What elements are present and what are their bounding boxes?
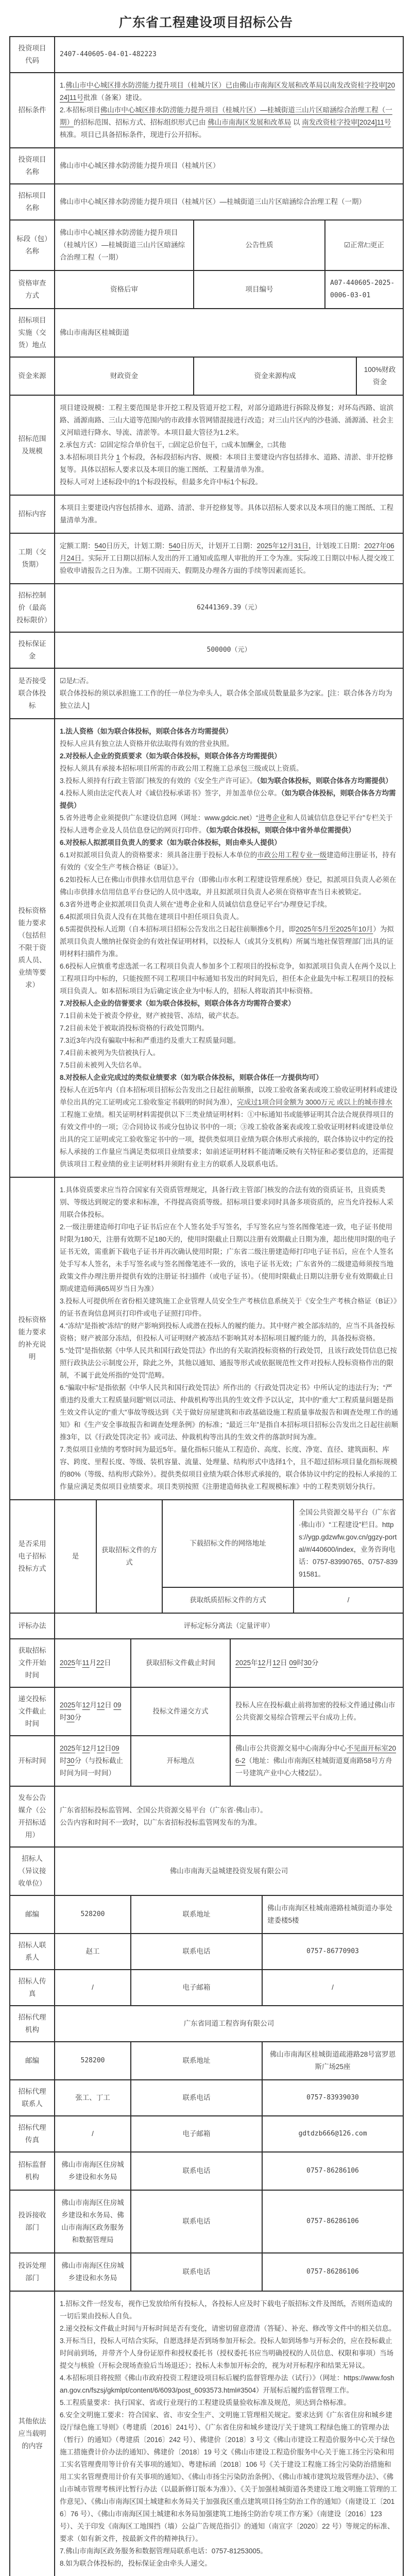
download-address-label: 下载招标文件的网络地址: [162, 1500, 294, 1587]
notice-nature-label: 公告性质: [194, 220, 325, 270]
row-price-ceiling: [10, 584, 403, 632]
row-agency-contact: [10, 2080, 403, 2116]
tenderer-label: 招标人（异议接收单位）: [10, 1847, 55, 1895]
complaint-receiving-label: 投诉接收部门: [10, 2190, 55, 2253]
bidder-qualification-text: 1.法人资格（如为联合体投标，则联合体各方均需提供） 投标人应具有独立法人资格并依法取得有效的营业执照。 2.对投标人企业的资质要求（如为联合体投标，则联合体各方均需提供） 投标人须具有承接本招标项目所需的市政公用工程施工总承包三级或以上资质。 3.投标人须持有行政主管部门核发的有效的《安全生产许可证》。（如为联合体投标，则联合体各方均需提供） 4.投标人须由法定代表人对《诚信投标承诺书》签字，并加盖单位公章。（如为联合体投标，则联合体各方均需提供） 5.省外进粤企业须提供广东建设信息网（网址：www.gdcic.net）“进粤企业和人员诚信信息登记平台”专栏关于投标人进粤企业及人员信息登记的网页打印件。（如为联合体投标，则联合体中省外单位需提供） 6.对投标人拟派项目负责人的要求（如为联合体投标，则由牵头人提供） 6.1对拟派项目负责人的资格要求：须具备注册于投标人本单位的市政公用工程专业一级建造师注册证书，持有有效的《安全生产考核合格证（B证）》。 6.2如投标人已在佛山市供排水信用信息平台（即佛山市水利工程建设管理系统）登记，拟派项目负责人必须在佛山市供排水信用信息平台登记的人员中选取，并且拟派项目负责人必须在资格审查当日未被锁定。 6.3省外进粤企业拟派项目负责人须在“进粤企业和人员诚信信息登记平台”办理登记手续。 6.4拟派项目负责人没有在其他在建项目中担任项目负责人。 6.5需提供投标人近期（自本招标项目招标公告发出之日起往前顺推6个月，即2025年5月至2025年10月）为拟派项目负责人缴纳社保资金的有效社保证明材料，以投标人（或其分支机构）所属当地社保管理部门出具的证明材料扫描件为准。 6.6投标人应慎重考虑选派一名工程项目负责人参加多个工程项目的投标竞争，如拟派项目负责人在两个及以上工程项目均中标的，只能按照不同工程项目中标通知书发出的时间先后，担任本企业最先中标工程项目的投标项目负责人。如本招标项目为后确定该企业为中标人的，招标人将取消其中标资格。 7.对投标人企业的信誉要求（如为联合体投标，则联合体各方均需符合要求） 7.1目前未处于被责令停业，财产被接管、冻结，破产状态。 7.2目前未处于被取消投标资格的行政处罚期内。 7.3近3年内没有骗取中标和严重违约及重大工程质量问题。 7.4目前未被列为失信被执行人。 7.5目前未被列入失信名单。 8.对投标人企业完成过的类似业绩要求（如为联合体投标，则联合体任一方提供均可） 投标人在近5年内（自本招标项目招标公告发出之日起往前顺推，以竣工验收备案表或竣工验收证明材料或建设单位出具的完工证明或完工验收鉴定书载明的时间为准），完成过1项合同金额为 3000万元 或以上的城市排水工程施工业绩。相关证明材料需提供以下三类业绩证明材料：①中标通知书或能够证明其合法合规获得项目的有效文件中的一项；②合同协议书或分包协议书中的一项；③竣工验收备案表或竣工验收证明材料或建设单位出具的完工证明或完工验收鉴定书中的一项，提供类似项目业绩为联合体形式承接的，联合体协议中约定的投标人承接的工作量应当满足类似项目业绩要求；如前述证明材料不能清晰反映有关特征和必要信息的，还需提供该项目工程业绩的业主证明材料并须附有业主方的联系人及联系电话。: [55, 719, 403, 1177]
complaint-handling-phone-value: 0757-86286106: [262, 2253, 403, 2291]
agency-postcode-value: 528200: [55, 2042, 131, 2080]
construction-period-text: 定额工期：540日历天，计划工期：540日历天，计划开工日期：2025年12月31日，计划竣工日期：2027年06月24日。实际开工日期以招标人发出的开工通知或监理人审批的开工令为准。实际竣工日期以中标人提交竣工验收申请报告之日为准。工期不因雨天、假期及办理各方面的手续等因素而延长。: [55, 533, 403, 584]
row-document-obtain-time: [10, 1639, 403, 1687]
tender-project-name-value: 佛山市中心城区排水防涝能力提升项目（桂城片区）—桂城街道三山片区暗涵综合治理工程（一期）: [55, 184, 403, 220]
qualification-review-value: 资格后审: [55, 270, 194, 309]
download-address-value: 全国公共资源交易平台（广东省·佛山市）“工程建设”栏目。https://ygp.gdzwfw.gov.cn/ggzy-portal/#/440600/index，业务咨询电话：0757-83990765、0757-83991581。: [294, 1500, 403, 1587]
tenderer-postcode-label: 邮编: [10, 1895, 55, 1934]
agency-email-value: gdtdzb666@126.com: [262, 2116, 403, 2152]
bid-bond-label: 投标保证金: [10, 632, 55, 668]
construction-period-label: 工期（交货期）: [10, 533, 55, 584]
row-bid-opening: [10, 1736, 403, 1786]
submission-method-label: 投标文件递交方式: [131, 1687, 230, 1736]
agency-phone-value: 0757-83939030: [262, 2080, 403, 2116]
agency-phone-label: 联系电话: [131, 2080, 262, 2116]
electronic-bidding-label: 是否采用电子招标投标方式: [10, 1500, 55, 1613]
agency-contact-label: 招标代理联系人: [10, 2080, 55, 2116]
tenderer-postcode-value: 528200: [55, 1895, 131, 1934]
row-electronic-bidding: [10, 1500, 403, 1587]
submission-deadline-label: 递交投标文件截止时间: [10, 1687, 55, 1736]
row-implementation-location: [10, 309, 403, 357]
agency-value: 广东省同道工程咨询有限公司: [55, 2006, 403, 2042]
qualification-supplement-text: 1.具体资质要求应当符合国家有关资质管理规定，具备行政主管部门核发的合法有效的资质证书，且资质类别、等级达到规定的要求和标准，不得提高资质等级。招标项目要求同时具备多项资质的，应当允许投标人采用联合体投标。 2.一级注册建造师打印电子证书后应在个人签名处手写签名，手写签名应与签名图像笔迹一致，电子证书使用时限为180天，注册有效期不足180天的，使用时限截止日期以注册有效期截止日期为准，超出使用时限的电子证书无效，需重新下载电子证书并再次确认使用时限；广东省二级注册建造师打印电子证书后，应在个人签名处手写本人签名，未手写签名或与签名图像笔迹不一致的，该电子证书无效；广东省外的二级建造师须按当地政策文件办理注册并提供有效的注册证书扫描件（或电子证书）。（使用时限截止日期以注册专业有效期截止日期或建造师满65周岁当日为准） 3.投标人可提供所在省份相关建筑施工企业管理人员安全生产考核信息系统关于《安全生产考核合格证（B证）》的证书查询信息网页打印件或电子证照打印件。 4.“冻结”是指被“冻结”的财产影响到投标人或潜在投标人的履约能力。其中财产被全部冻结的，应当不具备投标资格；财产被部分冻结，但投标人可证明财产被冻结不影响其对本招标项目履约能力的，具备投标资格。 5.“处罚”是指依据《中华人民共和国行政处罚法》作出的有关取消投标资格的行政处罚，且该行政处罚信息已按照行政执法公示制度公开，除此之外，其他以通知、通报等形式或依据规范性文件对投标人投标资格作出的限制，不属于此处所指的“处罚”范畴。 6.“骗取中标”是指依据《中华人民共和国行政处罚法》所作出的《行政处罚决定书》中所认定的违法行为；“严重违约及重大工程质量问题”则以司法、仲裁机构等出具的生效文件予以认定，其中的“重大”工程质量问题是指生效文件认定的“重大”事故等级达到《关于做好房屋建筑和市政基础设施工程质量事故报告和调查处理工作的通知》和《生产安全事故报告和调查处理条例》的标准；“最近三年”是指自本招标项目招标公告发出之日起往前顺推3年，以《行政处罚决定书》或司法、仲裁机构等出具的生效文件的落款时间为准。 7.类似项目业绩的考察时间为最近5年。量化指标只能从工程造价、高度、长度、净宽、直径、建筑面积、库容、跨度、里程长度、等级、装机容量、流量、处理量、结构形式中选择1个，且不超过招标项目量化指标规模的80%（等级、结构形式除外）。提供类似项目业绩为联合体形式承接的，联合体协议中约定的投标人承接的工作量应满足类似项目业绩要求。项目类别按照《注册建造师执业工程规模标准》中的工程类别划分执行。: [55, 1177, 403, 1500]
bid-opening-place-value: 佛山市公共资源交易中心南海分中心不见面开标室206-2（地址：佛山市南海区桂城街道夏南路58号方舟一号建筑产业中心大楼2层）。: [230, 1736, 403, 1786]
agency-label: 招标代理机构: [10, 2006, 55, 2042]
row-qualification-review: [10, 270, 403, 309]
other-content-label: 其他依法应当载明的内容: [10, 2291, 55, 2576]
obtain-deadline-value: 2025年12月12日 09时30分: [230, 1639, 403, 1687]
bid-bond-value: 500000（元）: [55, 632, 403, 668]
row-complaint-handling: [10, 2253, 403, 2291]
qualification-supplement-label: 投标资格能力要求的补充说明: [10, 1177, 55, 1500]
complaint-receiving-phone-value: 0757-86286106: [262, 2190, 403, 2253]
supervision-agency-label: 招标监督机构: [10, 2152, 55, 2190]
supervision-phone-value: 0757-86286106: [262, 2152, 403, 2190]
tenderer-phone-value: 0757-86770903: [262, 1934, 403, 1970]
row-evaluation-method: [10, 1613, 403, 1639]
row-tenderer-postcode: [10, 1895, 403, 1934]
evaluation-method-value: 评标定标分离法（定量评审）: [55, 1613, 403, 1639]
announcement-media-label: 发布公告媒介（公开招标适用）: [10, 1786, 55, 1847]
tenderer-contact-label: 招标人联系人: [10, 1934, 55, 1970]
scope-and-scale-label: 招标范围及规模: [10, 395, 55, 495]
row-submission-deadline: [10, 1687, 403, 1736]
row-supervision-agency: [10, 2152, 403, 2190]
tenderer-address-value: 佛山市南海区桂城南港路桂城街道办事处建委楼5楼: [262, 1895, 403, 1934]
row-tenderer: [10, 1847, 403, 1895]
tender-announcement-document: [9, 0, 403, 2576]
row-qualification-supplementary-notes: [10, 1177, 403, 1500]
supervision-agency-value: 佛山市南海区住房城乡建设和水务局: [55, 2152, 131, 2190]
consortium-bidding-label: 是否接受联合体投标: [10, 668, 55, 719]
page-title: 广东省工程建设项目招标公告: [118, 15, 293, 30]
document-obtain-method-label: 获取招标文件的方式: [96, 1500, 162, 1613]
tenderer-email-value: /: [262, 1970, 403, 2006]
investment-project-name-value: 佛山市中心城区排水防涝能力提升项目（桂城片区）: [55, 148, 403, 184]
row-scope-and-scale: [10, 395, 403, 495]
section-name-value: 佛山市中心城区排水防涝能力提升项目（桂城片区）—桂城街道三山片区暗涵综合治理工程（一期）: [55, 220, 194, 270]
funding-composition-value: 100%财政资金: [356, 357, 403, 395]
price-ceiling-label: 招标控制价（最高投标限价）: [10, 584, 55, 632]
row-investment-code: [10, 37, 403, 73]
funding-composition-label: 资金来源构成: [194, 357, 356, 395]
row-tender-conditions: [10, 73, 403, 148]
price-ceiling-value: 62441369.39（元）: [55, 584, 403, 632]
row-investment-project-name: [10, 148, 403, 184]
tenderer-phone-label: 联系电话: [131, 1934, 262, 1970]
qualification-review-label: 资格审查方式: [10, 270, 55, 309]
submission-method-value: 投标人应在投标截止前将加密的投标文件通过佛山市公共资源交易综合管理云平台成功上传。: [230, 1687, 403, 1736]
tenderer-address-label: 联系地址: [131, 1895, 262, 1934]
obtain-start-time-label: 获取招标文件开始时间: [10, 1639, 55, 1687]
bid-opening-place-label: 开标地点: [131, 1736, 230, 1786]
tenderer-value: 佛山市南海天益城建投资发展有限公司: [55, 1847, 403, 1895]
tender-content-label: 招标内容: [10, 495, 55, 533]
announcement-table: [9, 36, 404, 2576]
row-construction-period: [10, 533, 403, 584]
consortium-bidding-text: ☑是/□否。 联合体投标的须以承担施工工作的任一单位为牵头人，联合体全部成员数量最多为2家。[注：联合体各方均为独立法人]: [55, 668, 403, 719]
funding-source-value: 财政资金: [55, 357, 194, 395]
project-number-value: A07-440605-2025-0006-03-01: [325, 270, 403, 309]
row-agency: [10, 2006, 403, 2042]
investment-project-name-label: 投资项目名称: [10, 148, 55, 184]
row-agency-postcode: [10, 2042, 403, 2080]
row-announcement-media: [10, 1786, 403, 1847]
tender-conditions-text: 1.佛山市中心城区排水防涝能力提升项目（桂城片区）已由佛山市南海区发展和改革局以南发改资桂字投审[2024]11号批准（备案）建设。 2.本招标项目佛山市中心城区排水防涝能力提升项目（桂城片区）—桂城街道三山片区暗涵综合治理工程（一期）的招标范围、招标方式、招标组织形式已由 佛山市南海区发展和改革局 以 南发改资桂字投审[2024]11号 核准。项目已具备招标条件，现进行公开招标。: [55, 73, 403, 148]
bid-opening-time-label: 开标时间: [10, 1736, 55, 1786]
agency-address-value: 佛山市南海区桂城街道疏港路28号富罗恩斯广场25座: [262, 2042, 403, 2080]
agency-fax-value: /: [55, 2116, 131, 2152]
tender-project-name-label: 招标项目名称: [10, 184, 55, 220]
row-tenderer-fax: [10, 1970, 403, 2006]
obtain-start-time-value: 2025年11月22日: [55, 1639, 131, 1687]
complaint-receiving-value: 佛山市南海区住房城乡建设和水务局、佛山市南海区政务服务和数据管理局: [55, 2190, 131, 2253]
agency-address-label: 联系地址: [131, 2042, 262, 2080]
tenderer-contact-value: 赵工: [55, 1934, 131, 1970]
complaint-handling-value: 佛山市南海区住房城乡建设和水务局: [55, 2253, 131, 2291]
tender-conditions-label: 招标条件: [10, 73, 55, 148]
scope-and-scale-text: 项目建设规模：工程主要范围是非开挖工程及管道开挖工程，对部分道路进行拆除及修复；对环岛西路、谊滨路、涌源南路、三山大道等范围内的市政排水管网错混接进行改造；对三山片区内的沙巷涌、涌源涌、社会主义河暗进行降水、导流、清淤等。本项目最大管径为1.2米。 2.承包方式：☑固定综合单价包干，□固定总价包干，□成本加酬金，□其他 3.本招标项目共分 1 个标段，各标段招标内容、规模：本项目主要建设内容包括排水、道路、清淤、非开挖修复等。具体以招标人要求以及本项目的施工图纸、工程量清单为准。 投标人可对上述标段中的1个标段投标，但最多允许中标1个标段。: [55, 395, 403, 495]
paper-document-method-label: 获取纸质招标文件的方式: [162, 1587, 294, 1613]
row-bidder-qualification-requirements: [10, 719, 403, 1177]
electronic-bidding-value: 是: [55, 1500, 96, 1613]
row-tender-project-name: [10, 184, 403, 220]
row-complaint-receiving: [10, 2190, 403, 2253]
evaluation-method-label: 评标办法: [10, 1613, 55, 1639]
section-name-label: 标段（包）名称: [10, 220, 55, 270]
row-agency-fax: [10, 2116, 403, 2152]
agency-email-label: 电子邮箱: [131, 2116, 262, 2152]
row-other-required-content: [10, 2291, 403, 2576]
other-content-text: 1.招标文件一经发布，视作已发放给所有投标人，各投标人应及时下载电子版招标文件及图纸，否则所造成的一切后果由投标人自负。 2.递交投标文件截止时间与开标时间是否有变化，请密切留意澄清（答疑）、补充、修改等文件中的相关信息。 3.开标当日，投标人可结合实际，自愿选择是否到场参加开标会。投标人如到场参与开标会的，应在投标截止时间前到场，并带齐个人身份证原件和授权委托书（授权委托书应当明确授权的人员信息、权限和事项）当场提交与核验（开标会现场查验后当场退还）；投标人未参加开标会的，视为对开标程序和结果无异议。 4.本招标项目将按照《佛山市政府投资工程建设项目标后履约监督管理办法（试行）》（网址：https://www.foshan.gov.cn/fszsj/gkmlpt/content/6/6093/post_6093573.html#3504）开展标后履约监督管理工作。 5.工程质量要求：执行国家、省或行业现行的工程建设质量验收标准及规范，须达到合格标准。 6.安全文明施工要求：符合国家、省、市安全生产、文明施工管理相关规定。要求达到《广东省住房和城乡建设厅绿色施工导则》（粤建质〔2016〕241号）、《广东省住房和城乡建设厅关于建筑工程绿色施工的管理办法（暂行）的通知》（粤建质〔2016〕242 号）、佛建价〔2018〕3 号文《佛山市建设工程造价服务中心关于绿色施工措施费计价办法的通知》、佛建价〔2018〕19 号文《佛山市建设工程造价服务中心关于施工扬尘污染和用工实名管理费用等计价有关事项的通知》、粤建标函〔2018〕106 号《关于建设工程施工扬尘污染防治措施和用工实名管理费用计价有关事项的通知》、《佛山市扬尘污染防治条例》、《佛山市城市建筑垃圾管理办法》、《佛山市城市管理考核评比暂行办法（以最新修订版本为准）》、《关于加强桂城街道各类建设工地文明施工管理的工作意见》、《佛山市南海区国土城建和水务局关于加强我区重点建筑项目扬尘防治工作的通知》（南建设工〔2016〕76 号）、《佛山市南海区国土城建和水务局加强建筑工地扬尘防治专项工作方案》（南建设〔2016〕123 号）、关于印发《南海区工地围挡（墙）公益广告规范指引》的通知（南宣字〔2020〕22 号）等规定的标准、要求（如有新文件，按最新文件的精神执行）。 7.佛山市南海区政务服务和数据管理局联系电话：0757-81253005。 8.如为联合体投标的，投标保证金由牵头人递交。: [55, 2291, 403, 2576]
supervision-phone-label: 联系电话: [131, 2152, 262, 2190]
complaint-handling-phone-label: 联系电话: [131, 2253, 262, 2291]
agency-contact-value: 张工、丁工: [55, 2080, 131, 2116]
announcement-media-text: 广东省招标投标监管网、全国公共资源交易平台（广东省·佛山市）。 公告内容和时间不一致时，以广东省招标投标监管网发布的为准。: [55, 1786, 403, 1847]
bid-opening-time-value: 2025年12月12日09时30分（与投标截止时间为同一时间）: [55, 1736, 131, 1786]
row-funding-source: [10, 357, 403, 395]
row-tenderer-contact: [10, 1934, 403, 1970]
tenderer-email-label: 电子邮箱: [131, 1970, 262, 2006]
paper-document-method-value: /: [294, 1587, 403, 1613]
investment-code-value: 2407-440605-04-01-482223: [55, 37, 403, 73]
tenderer-fax-label: 招标人传真: [10, 1970, 55, 2006]
project-number-label: 项目编号: [194, 270, 325, 309]
row-consortium-bidding: [10, 668, 403, 719]
complaint-receiving-phone-label: 联系电话: [131, 2190, 262, 2253]
obtain-deadline-label: 获取招标文件截止时间: [131, 1639, 230, 1687]
row-tender-content: [10, 495, 403, 533]
notice-nature-value: ☑正常/□更正: [325, 220, 403, 270]
row-section-name: [10, 220, 403, 270]
tenderer-fax-value: /: [55, 1970, 131, 2006]
agency-fax-label: 招标代理传真: [10, 2116, 55, 2152]
submission-deadline-value: 2025年12月12日 09时30分: [55, 1687, 131, 1736]
funding-source-label: 资金来源: [10, 357, 55, 395]
implementation-location-label: 招标项目实施（交货）地点: [10, 309, 55, 357]
agency-postcode-label: 邮编: [10, 2042, 55, 2080]
implementation-location-value: 佛山市南海区桂城街道: [55, 309, 403, 357]
row-bid-bond: [10, 632, 403, 668]
bidder-qualification-label: 投标资格能力要求（包括但不限于资质人员、业绩等要求）: [10, 719, 55, 1177]
tender-content-value: 本项目主要建设内容包括排水、道路、清淤、非开挖修复等。具体以招标人要求以及本项目的施工图纸、工程量清单为准。: [55, 495, 403, 533]
complaint-handling-label: 投诉处理部门: [10, 2253, 55, 2291]
investment-code-label: 投资项目代码: [10, 37, 55, 73]
